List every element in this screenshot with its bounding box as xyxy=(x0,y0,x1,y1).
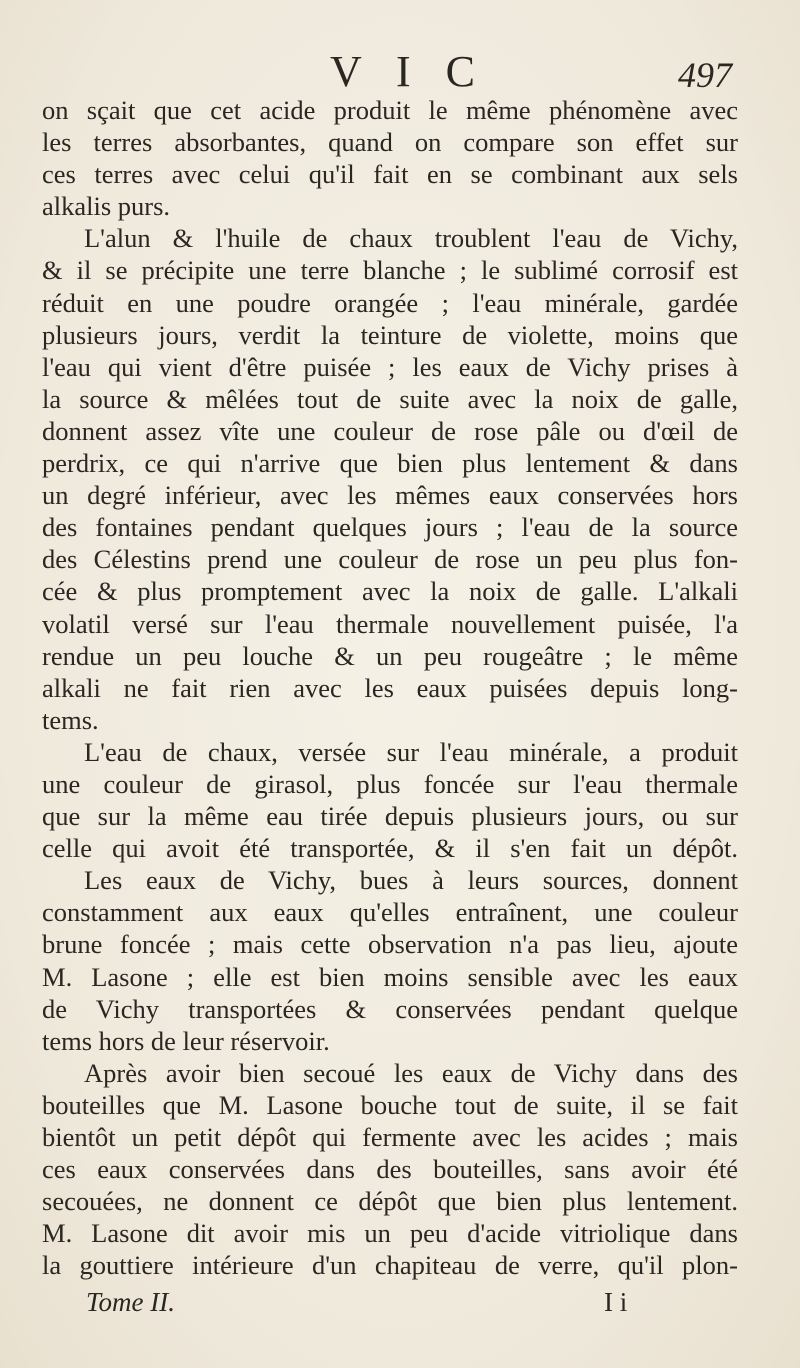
text-line: une couleur de girasol, plus foncée sur l'eau thermale xyxy=(42,768,738,799)
text-line: constamment aux eaux qu'elles entraînent, une couleur xyxy=(42,897,738,928)
body-text xyxy=(42,94,738,1281)
text-line: volatil versé sur l'eau thermale nouvellement puisée, l'a xyxy=(42,608,738,639)
page-number: 497 xyxy=(678,55,732,95)
text-line: ces terres avec celui qu'il fait en se combinant aux sels xyxy=(42,159,738,190)
text-line: M. Lasone ; elle est bien moins sensible avec les eaux xyxy=(42,961,738,992)
text-line: des fontaines pendant quelques jours ; l'eau de la source xyxy=(42,512,738,543)
text-line: rendue un peu louche & un peu rougeâtre ; le même xyxy=(42,640,738,671)
text-line: les terres absorbantes, quand on compare son effet sur xyxy=(42,127,738,158)
page-footer xyxy=(0,1284,800,1324)
text-line: tems hors de leur réservoir. xyxy=(42,1025,330,1056)
text-line: on sçait que cet acide produit le même phénomène avec xyxy=(42,95,738,125)
text-line: un degré inférieur, avec les mêmes eaux conservées hors xyxy=(42,480,738,511)
text-line: brune foncée ; mais cette observation n'a pas lieu, ajoute xyxy=(42,929,738,960)
text-line: la gouttiere intérieure d'un chapiteau de verre, qu'il plon- xyxy=(42,1250,738,1281)
text-line: & il se précipite une terre blanche ; le sublimé corrosif est xyxy=(42,255,738,286)
page-header xyxy=(0,44,800,100)
text-line: L'eau de chaux, versée sur l'eau minérale, a produit xyxy=(84,736,738,767)
text-line: la source & mêlées tout de suite avec la noix de galle, xyxy=(42,383,738,414)
text-line: perdrix, ce qui n'arrive que bien plus lentement & dans xyxy=(42,448,738,479)
text-line: bientôt un petit dépôt qui fermente avec les acides ; mais xyxy=(42,1122,738,1152)
text-line: tems. xyxy=(42,704,99,735)
text-line: ces eaux conservées dans des bouteilles, sans avoir été xyxy=(42,1154,738,1185)
text-line: de Vichy transportées & conservées pendant quelque xyxy=(42,993,738,1024)
text-line: donnent assez vîte une couleur de rose pâle ou d'œil de xyxy=(42,415,738,446)
volume-label: Tome II. xyxy=(86,1287,176,1317)
text-line: réduit en une poudre orangée ; l'eau minérale, gardée xyxy=(42,287,738,318)
running-head: V I C xyxy=(330,47,487,96)
text-line: Après avoir bien secoué les eaux de Vichy dans des xyxy=(84,1057,738,1088)
text-line: celle qui avoit été transportée, & il s'en fait un dépôt. xyxy=(42,833,738,864)
text-line: M. Lasone dit avoir mis un peu d'acide vitriolique dans xyxy=(42,1218,738,1249)
text-line: L'alun & l'huile de chaux troublent l'eau de Vichy, xyxy=(84,223,738,254)
text-line: bouteilles que M. Lasone bouche tout de suite, il se fait xyxy=(42,1089,738,1120)
text-line: des Célestins prend une couleur de rose un peu plus fon- xyxy=(42,544,738,575)
text-line: secouées, ne donnent ce dépôt que bien plus lentement. xyxy=(42,1186,738,1217)
signature-mark: I i xyxy=(604,1287,628,1317)
text-line: que sur la même eau tirée depuis plusieurs jours, ou sur xyxy=(42,801,738,832)
text-line: cée & plus promptement avec la noix de galle. L'alkali xyxy=(42,576,738,607)
text-line: alkali ne fait rien avec les eaux puisées depuis long- xyxy=(42,672,738,703)
text-line: plusieurs jours, verdit la teinture de violette, moins que xyxy=(42,319,738,350)
text-line: Les eaux de Vichy, bues à leurs sources, donnent xyxy=(84,865,738,896)
text-line: l'eau qui vient d'être puisée ; les eaux de Vichy prises à xyxy=(42,351,738,382)
text-line: alkalis purs. xyxy=(42,191,171,222)
